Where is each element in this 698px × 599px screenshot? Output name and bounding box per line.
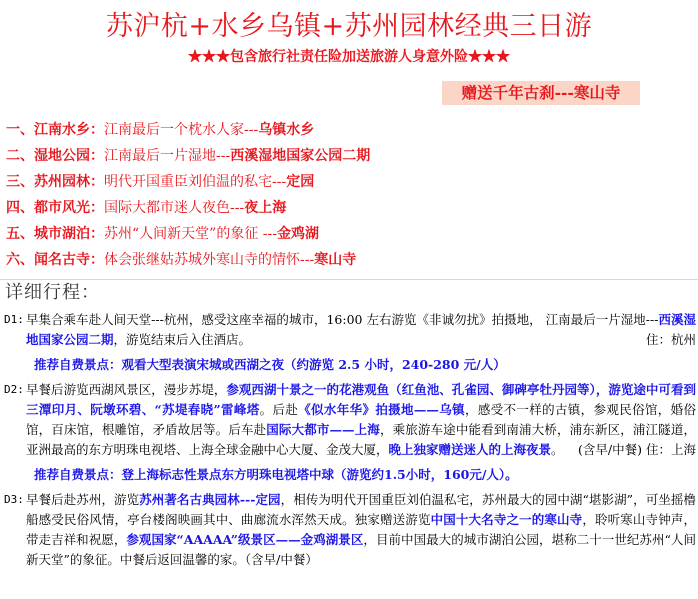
highlight-item: [6, 169, 696, 195]
highlight-prefix: 一、江南水乡：: [6, 122, 104, 138]
day-highlight: 中国十大名寺之一的寒山寺: [430, 512, 583, 527]
day-text: [26, 380, 696, 460]
highlight-prefix: 六、闻名古寺：: [6, 252, 104, 268]
highlight-desc: 江南最后一个枕水人家---: [104, 122, 259, 138]
day-2: [0, 380, 698, 460]
day-text: [26, 310, 696, 350]
highlight-tail: 金鸡湖: [276, 226, 319, 242]
day-meals-lodging: 住：杭州: [645, 332, 696, 347]
optional-attraction: 推荐自费景点：登上海标志性景点东方明珠电视塔中球（游览约1.5小时，160元/人）。: [34, 467, 518, 482]
day-1: [0, 310, 698, 350]
day-meals-lodging: (含早/中餐) 住：上海: [578, 442, 696, 457]
highlight-tail: 乌镇水乡: [258, 122, 315, 138]
day-segment: 早餐后游览西湖风景区，漫步苏堤，: [26, 382, 227, 397]
day-text: [26, 490, 696, 570]
highlight-desc: 体会张继姑苏城外寒山寺的情怀---: [104, 252, 315, 268]
highlight-tail: 西溪湿地国家公园二期: [230, 148, 371, 164]
highlight-desc: 江南最后一片湿地---: [104, 148, 231, 164]
day-highlight: 国际大都市——上海: [266, 422, 380, 437]
day-segment: ，感受不一样的古镇，参观民俗馆，婚俗馆，百床馆，根雕馆，矛盾故居等。后车赴: [26, 402, 696, 437]
highlight-item: [6, 247, 696, 273]
itinerary-body: [0, 310, 698, 570]
day-highlight: 《似水年华》拍摄地——乌镇: [298, 402, 465, 417]
highlight-tail: 定园: [286, 174, 315, 190]
day-segment: 。: [551, 442, 564, 457]
day-3: [0, 490, 698, 570]
day-highlight: 参观国家“AAAAA”级景区——金鸡湖景区: [126, 532, 364, 547]
day-highlight: 晚上独家赠送迷人的上海夜景: [388, 442, 552, 457]
highlight-desc: 苏州“人间新天堂”的象征 ---: [104, 226, 277, 242]
day-highlight: 西溪湿地国家公园二期: [26, 312, 696, 347]
day-highlight: 苏州著名古典园林---定园: [139, 492, 281, 507]
highlight-item: [6, 221, 696, 247]
day-segment: ，相传为明代开国重臣刘伯温私宅，苏州最大的园中湖“堪影湖”，可坐摇橹船感受民俗风情，亭台楼阁映画其中、曲廊流水浑然天成。独家赠送游览: [26, 492, 696, 527]
highlight-prefix: 二、湿地公园：: [6, 148, 104, 164]
day-label: D1:: [4, 313, 24, 326]
bonus-banner: 赠送千年古刹---寒山寺: [442, 81, 640, 105]
itinerary-heading: 详细行程：: [0, 279, 698, 307]
optional-attraction: 推荐自费景点：观看大型表演宋城或西湖之夜（约游览 2.5 小时，240-280 元/人）: [34, 357, 506, 372]
day-segment: ，游览结束后入住酒店。: [113, 332, 252, 347]
highlight-desc: 国际大都市迷人夜色---: [104, 200, 245, 216]
day-segment: ，聆听寒山寺钟声，带走吉祥和祝愿，: [26, 512, 696, 547]
highlight-prefix: 三、苏州园林：: [6, 174, 104, 190]
day-segment: ，目前中国最大的城市湖泊公园，堪称二十一世纪苏州“人间新天堂”的象征。中餐后返回温馨的家。（含早/中餐）: [26, 532, 696, 567]
day-label: D3:: [4, 493, 24, 506]
highlight-prefix: 五、城市湖泊：: [6, 226, 104, 242]
highlight-item: [6, 143, 696, 169]
highlight-desc: 明代开国重臣刘伯温的私宅---: [104, 174, 287, 190]
day-segment: 早集合乘车赴人间天堂---杭州，感受这座幸福的城市，16:00 左右游览《非诚勿扰》拍摄地， 江南最后一片湿地---: [26, 312, 659, 327]
insurance-subtitle: ★★★包含旅行社责任险加送旅游人身意外险★★★: [188, 49, 510, 65]
highlight-prefix: 四、都市风光：: [6, 200, 104, 216]
day-segment: 。后赴: [259, 402, 299, 417]
day-highlight: 参观西湖十景之一的花港观鱼（红鱼池、孔雀园、御碑亭牡丹园等），游览途中可看到三潭印月、阮墩环碧、“苏堤春晓”雷峰塔: [26, 382, 696, 417]
day-segment: ，乘旅游车途中能看到南浦大桥，浦东新区，浦江隧道，亚洲最高的东方明珠电视塔、上海全球金融中心大厦、金茂大厦，: [26, 422, 696, 457]
highlights-list: [6, 117, 696, 273]
day-label: D2:: [4, 383, 24, 396]
highlight-tail: 夜上海: [244, 200, 287, 216]
day-segment: 早餐后赴苏州，游览: [26, 492, 140, 507]
page-title: 苏沪杭+水乡乌镇+苏州园林经典三日游: [105, 11, 593, 42]
highlight-item: [6, 117, 696, 143]
highlight-item: [6, 195, 696, 221]
highlight-tail: 寒山寺: [314, 252, 357, 268]
